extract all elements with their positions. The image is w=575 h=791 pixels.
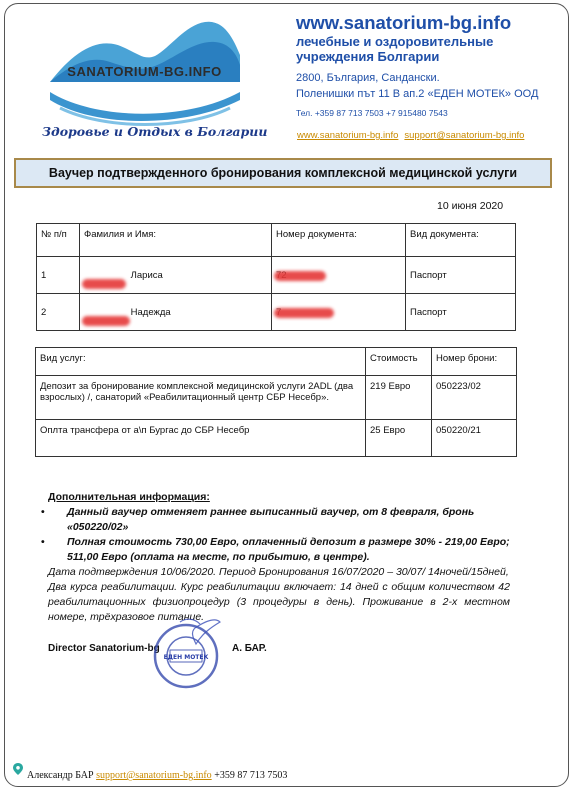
bullet-icon: • bbox=[41, 506, 45, 518]
bullet-icon: • bbox=[41, 536, 45, 548]
redacted-doc-number bbox=[276, 307, 281, 318]
footer-person: Александр БАР bbox=[27, 770, 94, 781]
table-row bbox=[37, 294, 516, 331]
table-header-row bbox=[37, 224, 516, 257]
company-stamp-icon bbox=[150, 616, 222, 692]
additional-info-heading: Дополнительная информация: bbox=[48, 491, 210, 503]
email-link[interactable]: support@sanatorium-bg.info bbox=[404, 130, 525, 141]
confirmation-paragraph: Дата подтверждения 10/06/2020. Период Бронирования 16/07/2020 – 30/07/ 14ночей/15дней, bbox=[48, 566, 509, 578]
address-line-1: 2800, България, Сандански. bbox=[296, 72, 440, 84]
cell-name bbox=[80, 257, 272, 294]
col-header-doc-type: Вид документа: bbox=[406, 224, 516, 257]
cell-service: Депозит за бронирование комплексной медицинской услуги 2ADL (два взрослых) /, санаторий «Реабилитационный центр СБР Несебр». bbox=[36, 376, 366, 420]
cell-name bbox=[80, 294, 272, 331]
table-row bbox=[37, 257, 516, 294]
stamp-text: ЕДЕН МОТЕК bbox=[163, 654, 209, 661]
cell-num: 1 bbox=[37, 257, 80, 294]
cell-cost: 219 Евро bbox=[366, 376, 432, 420]
logo-text: SANATORIUM-BG.INFO bbox=[67, 64, 222, 79]
cell-cost: 25 Евро bbox=[366, 420, 432, 457]
director-label: Director Sanatorium-bg bbox=[48, 643, 160, 654]
cell-service: Оплта трансфера от а\п Бургас до СБР Несебр bbox=[36, 420, 366, 457]
cell-num: 2 bbox=[37, 294, 80, 331]
voucher-title: Ваучер подтвержденного бронирования комплексной медицинской услуги bbox=[14, 158, 552, 188]
cell-doc-number bbox=[272, 257, 406, 294]
cell-booking: 050223/02 bbox=[432, 376, 517, 420]
col-header-cost: Стоимость bbox=[366, 348, 432, 376]
info-bullet: • Данный ваучер отменяет раннее выписанный ваучер, от 8 февраля, бронь «050220/02» bbox=[41, 506, 475, 533]
col-header-booking: Номер брони: bbox=[432, 348, 517, 376]
col-header-doc-number: Номер документа: bbox=[272, 224, 406, 257]
services-table bbox=[35, 347, 517, 457]
col-header-name: Фамилия и Имя: bbox=[80, 224, 272, 257]
table-row bbox=[36, 420, 517, 457]
cell-doc-number bbox=[272, 294, 406, 331]
cell-doc-type: Паспорт bbox=[406, 257, 516, 294]
col-header-service: Вид услуг: bbox=[36, 348, 366, 376]
site-link[interactable]: www.sanatorium-bg.info bbox=[297, 130, 399, 141]
slogan: Здоровье и Отдых в Болгарии bbox=[42, 124, 268, 139]
address-line-2: Поленишки път 11 В ап.2 «ЕДЕН МОТЕК» ООД bbox=[296, 88, 539, 100]
phone-numbers: Тел. +359 87 713 7503 +7 915480 7543 bbox=[296, 108, 448, 118]
cell-first-name: Надежда bbox=[130, 306, 171, 318]
site-title: www.sanatorium-bg.info bbox=[296, 12, 512, 33]
additional-info bbox=[41, 490, 510, 625]
guests-table bbox=[36, 223, 516, 331]
table-row bbox=[36, 376, 517, 420]
info-bullet: • Полная стоимость 730,00 Евро, оплаченный депозит в размере 30% - 219,00 Евро; 511,00 Евро (оплата на месте, по прибытию, в центре). bbox=[41, 536, 510, 563]
footer-contacts bbox=[15, 770, 287, 781]
col-header-num: № п/п bbox=[37, 224, 80, 257]
footer-phone: +359 87 713 7503 bbox=[214, 770, 288, 781]
signatory-name: А. БАР. bbox=[232, 643, 267, 654]
rehab-paragraph: Два курса реабилитации. Курс реабилитации включает: 14 дней с общим количеством 42 реабилитационных физиопроцедур (3 процедуры в день). Проживание в 2-х местном номере, трёхразовое питание. bbox=[48, 581, 510, 623]
voucher-page bbox=[4, 3, 569, 787]
cell-doc-type: Паспорт bbox=[406, 294, 516, 331]
cell-first-name: Лариса bbox=[130, 269, 163, 281]
footer-email-link[interactable]: support@sanatorium-bg.info bbox=[96, 770, 212, 781]
table-header-row bbox=[36, 348, 517, 376]
document-date: 10 июня 2020 bbox=[437, 200, 504, 212]
cell-booking: 050220/21 bbox=[432, 420, 517, 457]
site-subtitle: лечебные и оздоровительные учреждения Болгарии bbox=[296, 34, 494, 64]
header-links bbox=[297, 130, 524, 141]
redacted-doc-number bbox=[276, 270, 287, 281]
